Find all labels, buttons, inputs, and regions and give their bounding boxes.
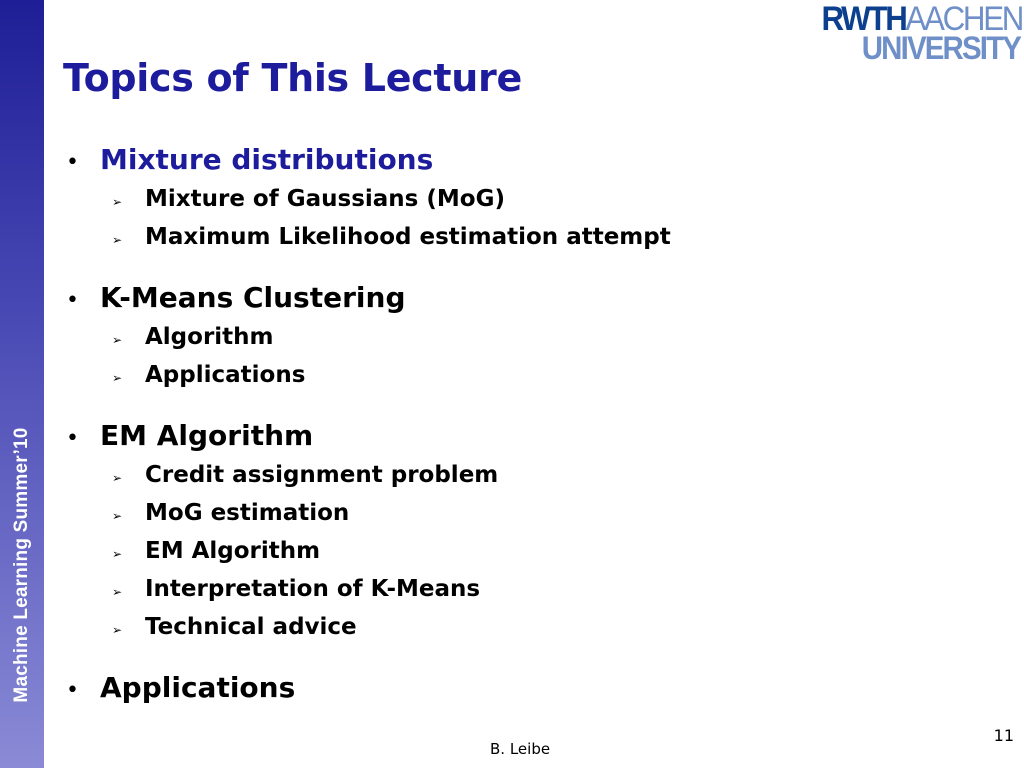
- subtopic-label: Credit assignment problem: [145, 462, 499, 488]
- arrow-bullet-icon: ➢: [112, 233, 123, 247]
- arrow-bullet-icon: ➢: [112, 585, 123, 599]
- arrow-bullet-icon: ➢: [112, 195, 123, 209]
- topic-label: EM Algorithm: [100, 419, 314, 452]
- subtopic-item: [66, 356, 966, 394]
- topic-heading: [66, 416, 966, 456]
- subtopic-item: [66, 608, 966, 646]
- subtopic-label: Mixture of Gaussians (MoG): [145, 186, 505, 212]
- topic-list: [66, 140, 966, 730]
- subtopic-list: [66, 456, 966, 646]
- arrow-bullet-icon: ➢: [112, 371, 123, 385]
- subtopic-item: [66, 532, 966, 570]
- topic-heading: [66, 140, 966, 180]
- subtopic-item: [66, 494, 966, 532]
- topic-heading: [66, 278, 966, 318]
- subtopic-item: [66, 218, 966, 256]
- university-logo: [796, 0, 1022, 66]
- subtopic-item: [66, 570, 966, 608]
- logo-aachen: AACHEN: [905, 0, 1022, 38]
- subtopic-list: [66, 180, 966, 256]
- subtopic-item: [66, 318, 966, 356]
- topic-label: Mixture distributions: [100, 143, 434, 176]
- arrow-bullet-icon: ➢: [112, 547, 123, 561]
- subtopic-label: EM Algorithm: [145, 538, 321, 564]
- sidebar: [0, 0, 44, 768]
- footer-author: B. Leibe: [490, 740, 551, 758]
- topic-block: [66, 278, 966, 394]
- subtopic-list: [66, 318, 966, 394]
- subtopic-label: Applications: [145, 362, 306, 388]
- topic-label: Applications: [100, 671, 296, 704]
- subtopic-label: Technical advice: [145, 614, 357, 640]
- subtopic-label: Interpretation of K-Means: [145, 576, 481, 602]
- arrow-bullet-icon: ➢: [112, 623, 123, 637]
- sidebar-course-label: Machine Learning Summer’10: [11, 427, 32, 703]
- topic-heading: [66, 668, 966, 708]
- arrow-bullet-icon: ➢: [112, 333, 123, 347]
- bullet-icon: •: [66, 288, 79, 313]
- topic-block: [66, 668, 966, 708]
- subtopic-label: Algorithm: [145, 324, 274, 350]
- topic-block: [66, 140, 966, 256]
- bullet-icon: •: [66, 678, 79, 703]
- topic-label: K-Means Clustering: [100, 281, 406, 314]
- arrow-bullet-icon: ➢: [112, 471, 123, 485]
- arrow-bullet-icon: ➢: [112, 509, 123, 523]
- subtopic-label: Maximum Likelihood estimation attempt: [145, 224, 671, 250]
- logo-university: UNIVERSITY: [861, 30, 1020, 66]
- slide-title: Topics of This Lecture: [63, 56, 522, 100]
- topic-block: [66, 416, 966, 646]
- subtopic-item: [66, 180, 966, 218]
- logo-rwth: RWTH: [821, 0, 906, 38]
- bullet-icon: •: [66, 150, 79, 175]
- bullet-icon: •: [66, 426, 79, 451]
- subtopic-item: [66, 456, 966, 494]
- subtopic-label: MoG estimation: [145, 500, 350, 526]
- page-number: 11: [993, 726, 1014, 745]
